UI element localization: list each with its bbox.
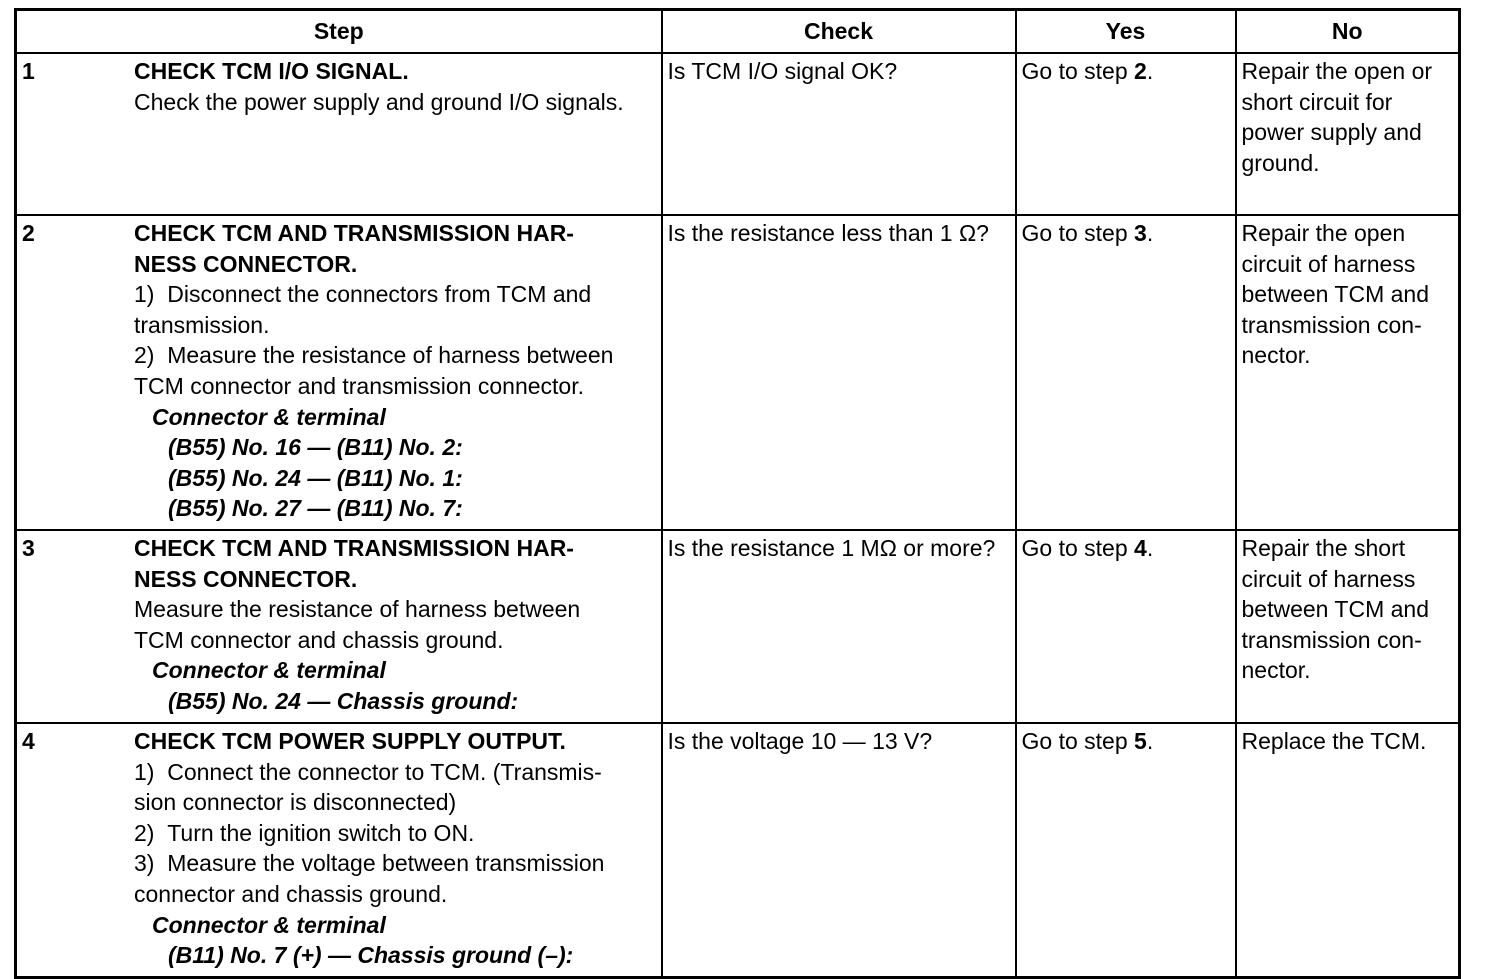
yes-step-number: 5 [1134,728,1147,754]
yes-suffix: . [1146,535,1154,561]
step-instruction: transmission. [134,311,270,338]
check-cell [662,215,1016,530]
check-cell [662,723,1016,978]
connector-heading: Connector & terminal [152,911,386,938]
no-action-line: circuit of harness [1241,565,1416,592]
no-cell [1236,215,1460,530]
yes-prefix: Go to step [1021,58,1135,84]
no-action-line: short circuit for [1241,88,1393,115]
no-action-line: transmission con- [1241,311,1422,338]
table-row [16,530,1460,723]
yes-prefix: Go to step [1021,728,1135,754]
step-cell [16,215,662,530]
yes-cell [1016,530,1236,723]
step-instruction: 1) Disconnect the connectors from TCM and [134,281,592,308]
no-action-line: Repair the short [1241,535,1406,561]
no-action-line: nector. [1241,657,1311,684]
yes-suffix: . [1146,728,1154,754]
step-body [134,726,644,971]
step-number: 1 [22,58,35,84]
step-body [134,56,644,117]
step-cell [16,530,662,723]
no-action-line: Repair the open or [1241,58,1433,84]
yes-suffix: . [1146,58,1154,84]
step-instruction: sion connector is disconnected) [134,789,457,816]
no-action-line: Replace the TCM. [1241,728,1427,754]
yes-cell [1016,53,1236,215]
step-cell [16,53,662,215]
check-question: Is the resistance 1 MΩ or more? [667,535,996,561]
no-action-line: transmission con- [1241,626,1422,653]
step-instruction: 2) Measure the resistance of harness between [134,342,614,369]
yes-prefix: Go to step [1021,535,1135,561]
header-no: No [1236,10,1460,54]
table-row [16,53,1460,215]
no-action-line: circuit of harness [1241,250,1416,277]
connector-terminal: (B11) No. 7 (+) — Chassis ground (–): [168,942,574,969]
yes-cell [1016,723,1236,978]
yes-cell [1016,215,1236,530]
check-question: Is the resistance less than 1 Ω? [667,220,989,246]
no-action-line: nector. [1241,342,1311,369]
no-cell [1236,53,1460,215]
step-instruction: 2) Turn the ignition switch to ON. [134,819,475,846]
header-check: Check [662,10,1016,54]
step-number: 4 [22,728,35,754]
connector-terminal: (B55) No. 27 — (B11) No. 7: [168,495,463,522]
no-action-line: power supply and [1241,119,1422,146]
step-title: NESS CONNECTOR. [134,565,358,592]
step-instruction: 3) Measure the voltage between transmission [134,850,605,877]
check-question: Is TCM I/O signal OK? [667,58,898,84]
step-title: CHECK TCM POWER SUPPLY OUTPUT. [134,728,566,754]
step-instruction: connector and chassis ground. [134,880,448,907]
check-question: Is the voltage 10 — 13 V? [667,728,933,754]
header-step: Step [16,10,662,54]
connector-heading: Connector & terminal [152,403,386,430]
connector-terminal: (B55) No. 16 — (B11) No. 2: [168,434,463,461]
yes-prefix: Go to step [1021,220,1135,246]
step-title: CHECK TCM AND TRANSMISSION HAR- [134,220,574,246]
step-body [134,533,644,717]
step-instruction: Measure the resistance of harness between [134,596,581,623]
table-row [16,215,1460,530]
table-row [16,723,1460,978]
step-instruction: TCM connector and transmission connector. [134,372,584,399]
no-action-line: ground. [1241,149,1320,176]
no-cell [1236,723,1460,978]
connector-terminal: (B55) No. 24 — (B11) No. 1: [168,464,463,491]
step-body [134,218,644,524]
no-action-line: between TCM and [1241,596,1430,623]
check-cell [662,530,1016,723]
step-cell [16,723,662,978]
header-yes: Yes [1016,10,1236,54]
connector-terminal: (B55) No. 24 — Chassis ground: [168,687,519,714]
yes-suffix: . [1146,220,1154,246]
yes-step-number: 3 [1134,220,1147,246]
yes-step-number: 4 [1134,535,1147,561]
yes-step-number: 2 [1134,58,1147,84]
step-instruction: Check the power supply and ground I/O signals. [134,88,624,115]
step-title: CHECK TCM AND TRANSMISSION HAR- [134,535,574,561]
no-action-line: between TCM and [1241,281,1430,308]
diagnostic-table [14,8,1461,979]
step-number: 3 [22,535,35,561]
step-title: CHECK TCM I/O SIGNAL. [134,58,409,84]
check-cell [662,53,1016,215]
no-cell [1236,530,1460,723]
step-instruction: TCM connector and chassis ground. [134,626,504,653]
no-action-line: Repair the open [1241,220,1406,246]
step-instruction: 1) Connect the connector to TCM. (Transmis- [134,758,602,785]
step-title: NESS CONNECTOR. [134,250,358,277]
header-row [16,10,1460,54]
connector-heading: Connector & terminal [152,657,386,684]
step-number: 2 [22,220,35,246]
